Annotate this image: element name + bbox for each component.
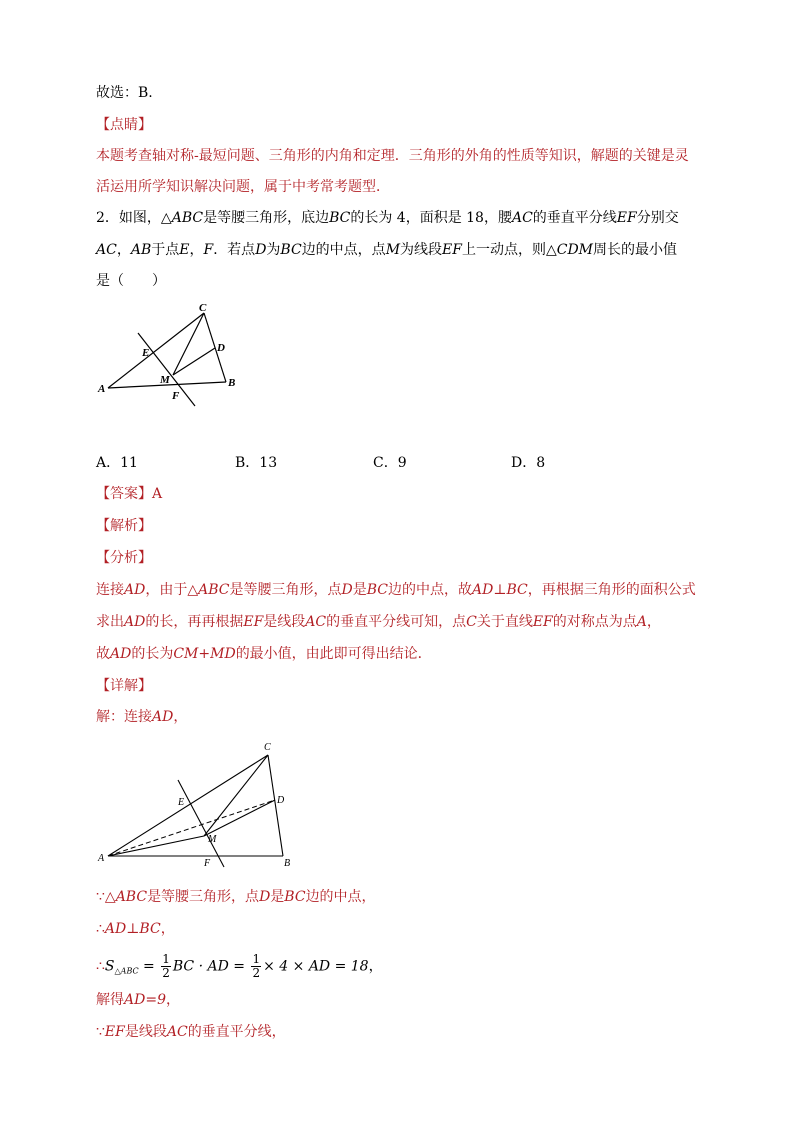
fenxi-l2-cpt: C bbox=[466, 614, 477, 630]
fenxi-l1-abc: △ABC bbox=[187, 582, 230, 598]
fig1-line-ef bbox=[138, 333, 195, 406]
fenxi-l1-f: 边的中点，故 bbox=[387, 582, 472, 598]
q2-l2-f: F bbox=[203, 242, 214, 258]
fig2-label-b: B bbox=[284, 858, 291, 869]
fig2-label-a: A bbox=[98, 853, 105, 864]
q2-l2-d: D bbox=[255, 242, 267, 258]
fenxi-l1-perp: AD⊥BC bbox=[471, 582, 528, 598]
q2-l2-comma-1: ， bbox=[116, 242, 131, 258]
option-d: D．8 bbox=[511, 455, 546, 471]
fenxi-l3-c: 的最小值，由此即可得出结论． bbox=[235, 646, 432, 662]
xiangjie-header-text: 【详解】 bbox=[96, 678, 152, 694]
fenxi-l2-ef: EF bbox=[243, 614, 264, 630]
fig1-label-a: A bbox=[98, 383, 106, 395]
proof-l4-b: ， bbox=[165, 992, 180, 1008]
dianjing-text-2: 活运用所学知识解决问题，属于中考常考题型． bbox=[96, 179, 390, 195]
fig1-label-e: E bbox=[142, 347, 150, 359]
fenxi-header bbox=[96, 548, 152, 568]
figure-1 bbox=[96, 300, 256, 410]
figure-2 bbox=[96, 738, 296, 870]
jiexi-header bbox=[96, 516, 152, 536]
proof-l2-therefore: ∴ bbox=[96, 921, 105, 937]
q2-text-4: 分别交 bbox=[636, 210, 679, 226]
q2-l2-bc: BC bbox=[280, 242, 302, 258]
proof-l3-den-1: 2 bbox=[162, 966, 170, 980]
proof-line-4 bbox=[96, 990, 180, 1010]
fig2-segment-md bbox=[204, 800, 275, 836]
fenxi-l1-e: 是 bbox=[352, 582, 367, 598]
proof-l3-num-2: 1 bbox=[252, 952, 261, 966]
q2-ef: EF bbox=[616, 210, 637, 226]
xiangjie-l1-ad: AD bbox=[152, 709, 174, 725]
q2-l2-cdm: CDM bbox=[556, 242, 594, 258]
q2-l2-ab: AB bbox=[130, 242, 152, 258]
proof-l3-subscript: △ABC bbox=[114, 966, 139, 976]
q2-l2-triangle-symbol: △ bbox=[545, 242, 557, 258]
fenxi-l3-a: 故 bbox=[96, 646, 110, 662]
proof-l3-equals: = bbox=[138, 958, 160, 975]
q2-abc: ABC bbox=[171, 210, 204, 226]
q2-text-2: 的长为 4，面积是 18，腰 bbox=[350, 210, 512, 226]
fenxi-l1-b: ，由于 bbox=[145, 582, 188, 598]
proof-l4-ad: AD=9 bbox=[124, 992, 166, 1008]
fenxi-line-3 bbox=[96, 644, 432, 664]
proof-l3-fraction-1 bbox=[161, 953, 171, 980]
answer-header: 【答案】 bbox=[96, 486, 152, 502]
fenxi-l3-b: 的长为 bbox=[131, 646, 174, 662]
fig2-label-c: C bbox=[264, 742, 271, 753]
fenxi-l3-ad: AD bbox=[110, 646, 132, 662]
proof-l3-fraction-2 bbox=[251, 953, 261, 980]
previous-answer-line bbox=[96, 83, 153, 103]
proof-line-3-formula bbox=[96, 953, 383, 985]
fenxi-l1-c: 是等腰三角形，点 bbox=[229, 582, 342, 598]
q2-l2-m: M bbox=[385, 242, 401, 258]
q2-l2-text-5: 为线段 bbox=[400, 242, 443, 258]
proof-l5-ef: EF bbox=[104, 1024, 125, 1040]
fenxi-l2-c: 是线段 bbox=[263, 614, 306, 630]
fenxi-header-text: 【分析】 bbox=[96, 550, 152, 566]
proof-l2-a: ， bbox=[160, 921, 175, 937]
q2-l2-text-4: 边的中点，点 bbox=[301, 242, 386, 258]
proof-l5-a: 是线段 bbox=[124, 1024, 167, 1040]
proof-l1-bc: BC bbox=[284, 889, 306, 905]
fenxi-l2-b: 的长，再再根据 bbox=[145, 614, 244, 630]
fig2-label-m: M bbox=[208, 834, 217, 845]
fenxi-l2-d: 的垂直平分线可知，点 bbox=[326, 614, 467, 630]
proof-l1-abc: ABC bbox=[115, 889, 148, 905]
proof-l1-a: 是等腰三角形，点 bbox=[147, 889, 260, 905]
q2-l2-text-3: 为 bbox=[266, 242, 281, 258]
q2-text-3: 的垂直平分线 bbox=[532, 210, 617, 226]
fig2-side-ac bbox=[108, 755, 268, 856]
proof-l3-num-1: 1 bbox=[162, 952, 170, 966]
fenxi-l2-e: 关于直线 bbox=[476, 614, 533, 630]
dianjing-text-line-1 bbox=[96, 146, 689, 166]
fenxi-l2-apt: A bbox=[636, 614, 647, 630]
xiangjie-l1-b: ， bbox=[173, 709, 188, 725]
q2-triangle-symbol: △ bbox=[160, 210, 172, 226]
q2-l2-text-7: 周长的最小值 bbox=[593, 242, 678, 258]
question-2-line-3 bbox=[96, 271, 166, 291]
fig2-line-ef bbox=[178, 780, 224, 867]
proof-l3-end: × 4 × AD = 18 bbox=[263, 958, 369, 975]
fenxi-line-2 bbox=[96, 612, 661, 632]
proof-l5-ac: AC bbox=[166, 1024, 188, 1040]
fenxi-l1-a: 连接 bbox=[96, 582, 124, 598]
xiangjie-line-1 bbox=[96, 707, 187, 727]
previous-answer-text: 故选：B. bbox=[96, 85, 153, 101]
q2-l2-ac: AC bbox=[96, 242, 117, 258]
fenxi-l2-ad: AD bbox=[124, 614, 146, 630]
fenxi-l1-ad: AD bbox=[124, 582, 146, 598]
proof-l3-therefore: ∴ bbox=[96, 958, 105, 975]
fenxi-l2-f: 的对称点为点 bbox=[552, 614, 637, 630]
answer-value: A bbox=[152, 486, 163, 502]
proof-l3-den-2: 2 bbox=[252, 966, 261, 980]
fig1-side-ac bbox=[108, 313, 204, 388]
answer-line bbox=[96, 484, 162, 504]
fenxi-l1-g: ，再根据三角形的面积公式 bbox=[527, 582, 696, 598]
fig2-segment-cm bbox=[204, 755, 268, 836]
q2-l2-text-2: ．若点 bbox=[213, 242, 256, 258]
fenxi-l3-cm: CM+MD bbox=[173, 646, 236, 662]
question-2-line-1 bbox=[96, 208, 679, 228]
q2-l2-text-6: 上一动点，则 bbox=[461, 242, 546, 258]
fenxi-l1-d: D bbox=[341, 582, 353, 598]
fenxi-l2-a: 求出 bbox=[96, 614, 124, 630]
fig1-label-c: C bbox=[199, 302, 207, 314]
proof-line-2 bbox=[96, 919, 175, 939]
fig2-segment-am bbox=[108, 836, 204, 856]
proof-l1-c: 边的中点， bbox=[305, 889, 376, 905]
xiangjie-header bbox=[96, 676, 152, 696]
proof-l4-a: 解得 bbox=[96, 992, 124, 1008]
fig1-label-b: B bbox=[228, 377, 236, 389]
q2-bc: BC bbox=[329, 210, 351, 226]
proof-l3-mid: BC · AD = bbox=[172, 958, 250, 975]
fig1-label-m: M bbox=[160, 374, 170, 386]
q2-l2-e: E bbox=[179, 242, 190, 258]
xiangjie-l1-a: 解：连接 bbox=[96, 709, 152, 725]
question-2-line-2 bbox=[96, 240, 677, 260]
fenxi-line-1 bbox=[96, 580, 696, 600]
proof-l2-perp: AD⊥BC bbox=[104, 921, 161, 937]
proof-l1-b: 是 bbox=[270, 889, 285, 905]
option-b: B．13 bbox=[235, 455, 278, 471]
fig2-label-f: F bbox=[204, 858, 211, 869]
fig2-label-d: D bbox=[277, 795, 285, 806]
fenxi-l2-g: ， bbox=[646, 614, 661, 630]
option-c: C．9 bbox=[373, 455, 407, 471]
fig1-label-d: D bbox=[217, 342, 225, 354]
dianjing-text-1: 本题考查轴对称-最短问题、三角形的内角和定理．三角形的外角的性质等知识，解题的关键是灵 bbox=[96, 148, 689, 164]
q2-text-1: 是等腰三角形，底边 bbox=[203, 210, 330, 226]
dianjing-header bbox=[96, 115, 152, 135]
fenxi-l2-ac: AC bbox=[305, 614, 327, 630]
proof-l5-b: 的垂直平分线， bbox=[187, 1024, 286, 1040]
q2-ac: AC bbox=[511, 210, 533, 226]
proof-line-1 bbox=[96, 887, 376, 907]
question-number: 2．如图， bbox=[96, 210, 161, 226]
fenxi-l1-bc: BC bbox=[366, 582, 388, 598]
q2-l2-text-1: 于点 bbox=[151, 242, 180, 258]
q2-l2-comma-2: ， bbox=[189, 242, 204, 258]
fig1-label-f: F bbox=[172, 390, 180, 402]
proof-l3-comma: ， bbox=[368, 958, 383, 975]
option-a: A．11 bbox=[96, 455, 138, 471]
dianjing-header-text: 【点睛】 bbox=[96, 117, 152, 133]
fenxi-l2-ef2: EF bbox=[532, 614, 553, 630]
q2-l2-ef: EF bbox=[442, 242, 462, 258]
fig2-label-e: E bbox=[178, 797, 185, 808]
proof-l1-because: ∵△ bbox=[96, 889, 116, 905]
q2-line-3-text: 是（ ） bbox=[96, 273, 166, 289]
jiexi-header-text: 【解析】 bbox=[96, 518, 152, 534]
proof-l1-d: D bbox=[259, 889, 271, 905]
proof-line-5 bbox=[96, 1022, 286, 1042]
fig2-dashed-ad bbox=[108, 800, 275, 856]
proof-l3-s: S bbox=[104, 958, 115, 975]
proof-l5-because: ∵ bbox=[96, 1024, 105, 1040]
dianjing-text-line-2 bbox=[96, 177, 390, 197]
